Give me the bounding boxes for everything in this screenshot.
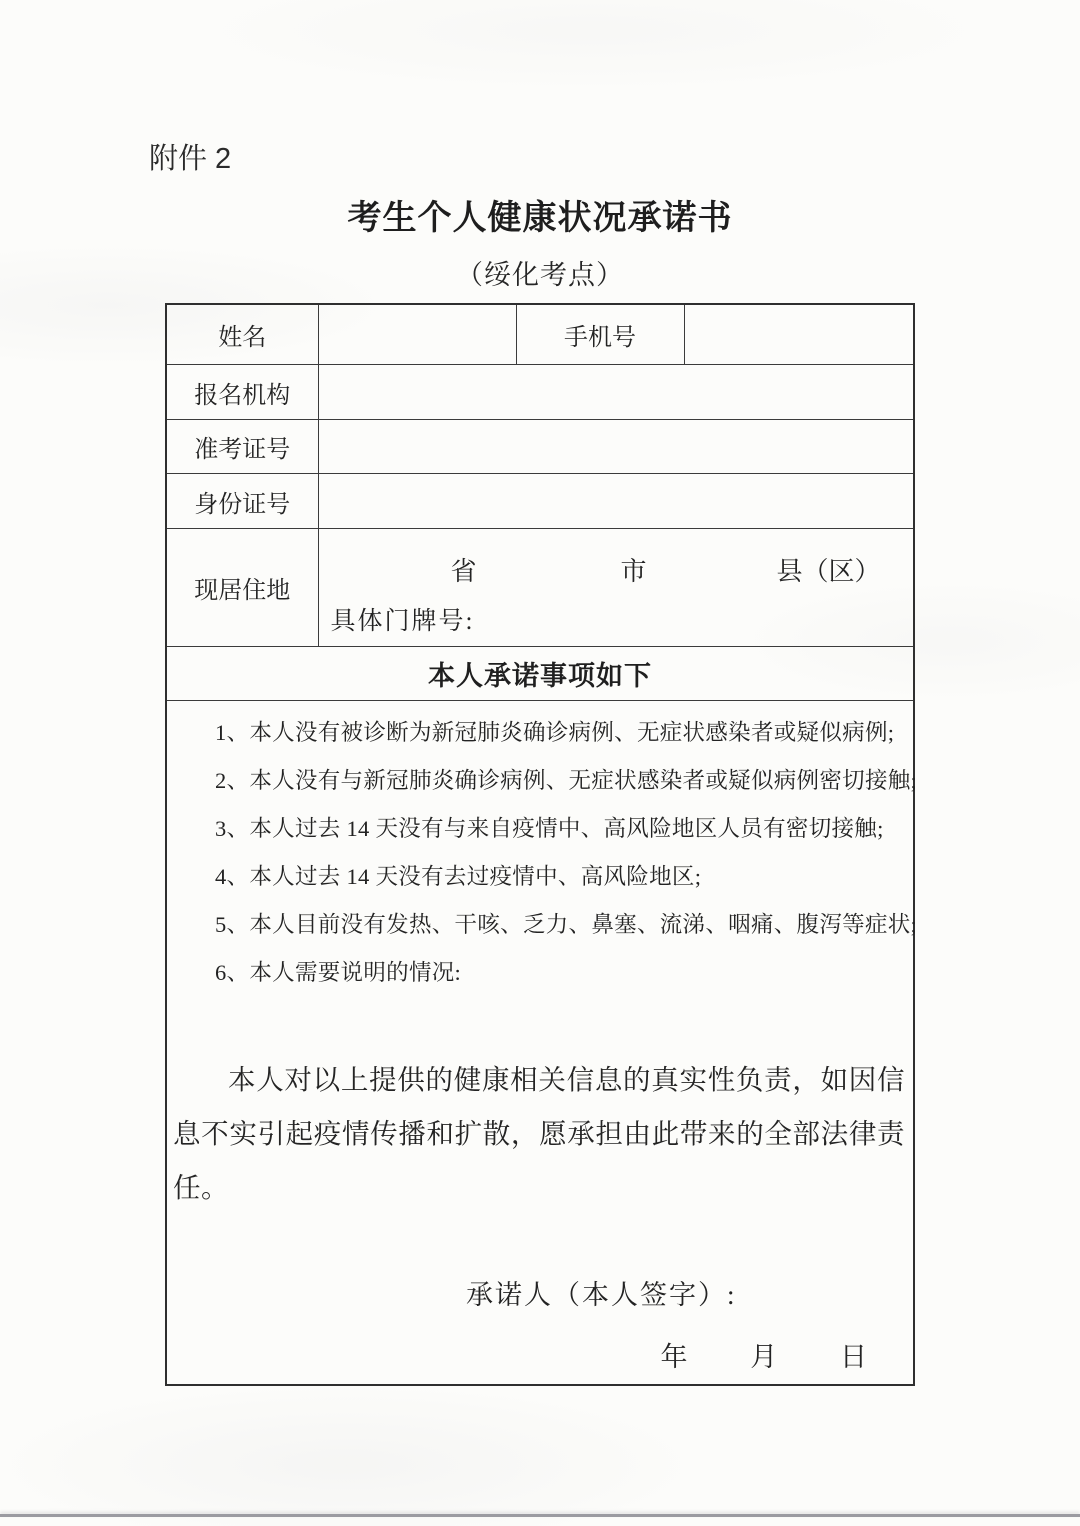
row-commitment-body — [166, 701, 914, 1386]
county-suffix: 县（区） — [776, 557, 881, 586]
ticket-label: 准考证号 — [166, 420, 318, 474]
commitment-item-6: 6、本人需要说明的情况: — [215, 960, 462, 985]
date-line — [173, 1340, 905, 1374]
commitment-items-list — [173, 709, 918, 997]
responsibility-declaration: 本人对以上提供的健康相关信息的真实性负责，如因信息不实引起疫情传播和扩散，愿承担由此带来的全部法律责任。 — [173, 1064, 905, 1203]
residence-value-cell — [318, 529, 914, 647]
row-id-number — [166, 474, 914, 529]
row-agency — [166, 365, 914, 420]
commitment-body-cell — [166, 701, 918, 1386]
commitment-item-3: 3、本人过去 14 天没有与来自疫情中、高风险地区人员有密切接触; — [215, 816, 884, 841]
document-title: 考生个人健康状况承诺书 — [347, 199, 733, 237]
name-value-cell — [318, 304, 516, 365]
health-declaration-table — [165, 303, 918, 1386]
commitment-item-5: 5、本人目前没有发热、干咳、乏力、鼻塞、流涕、咽痛、腹泻等症状; — [215, 912, 918, 937]
commitment-item-2: 2、本人没有与新冠肺炎确诊病例、无症状感染者或疑似病例密切接触; — [215, 768, 918, 793]
row-ticket — [166, 420, 914, 474]
residence-label: 现居住地 — [166, 529, 318, 647]
row-name-phone — [166, 304, 914, 365]
commitment-section-header: 本人承诺事项如下 — [166, 647, 914, 701]
date-month-label: 月 — [750, 1342, 778, 1372]
phone-label: 手机号 — [516, 304, 684, 365]
scan-edge-line — [0, 1514, 1080, 1517]
row-commitment-header — [166, 647, 914, 701]
id-number-label: 身份证号 — [166, 474, 318, 529]
commitment-item-4: 4、本人过去 14 天没有去过疫情中、高风险地区; — [215, 864, 702, 889]
agency-value-cell — [318, 365, 914, 420]
name-label: 姓名 — [166, 304, 318, 365]
agency-label: 报名机构 — [166, 365, 318, 420]
ticket-value-cell — [318, 420, 914, 474]
address-detail-label: 具体门牌号: — [330, 608, 475, 635]
date-day-label: 日 — [840, 1342, 867, 1372]
province-suffix: 省 — [450, 557, 477, 586]
commitment-item-1: 1、本人没有被诊断为新冠肺炎确诊病例、无症状感染者或疑似病例; — [215, 720, 895, 745]
signature-label: 承诺人（本人签字）: — [466, 1280, 737, 1310]
id-number-value-cell — [318, 474, 914, 529]
document-subtitle: （绥化考点） — [456, 260, 624, 290]
phone-value-cell — [684, 304, 914, 365]
date-year-label: 年 — [660, 1342, 688, 1372]
city-suffix: 市 — [620, 557, 647, 586]
row-residence — [166, 529, 914, 647]
attachment-label: 附件 2 — [149, 143, 232, 175]
